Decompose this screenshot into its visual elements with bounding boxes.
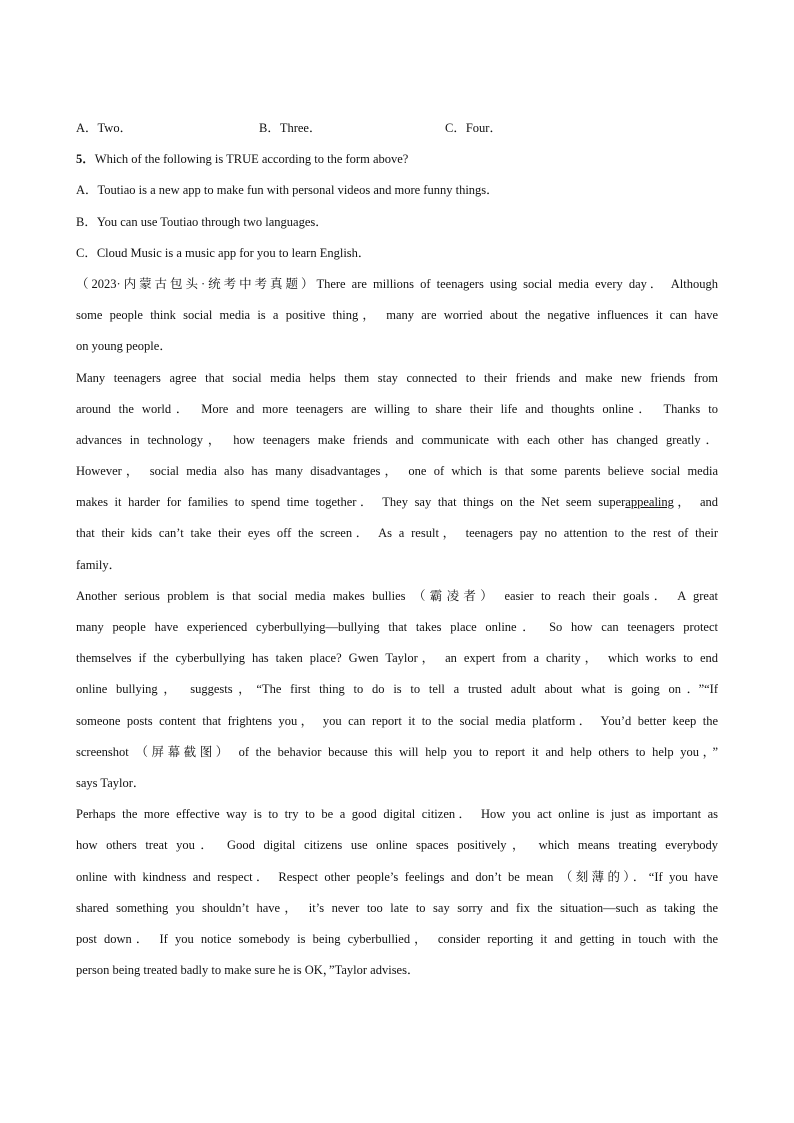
passage-text: makes it harder for families to spend time together． They say that things on the Net seem super	[76, 495, 626, 510]
passage-line: Many teenagers agree that social media helps them stay connected to their friends and make new friends from	[76, 370, 718, 385]
passage-line	[76, 487, 718, 518]
passage-line: some people think social media is a positive thing， many are worried about the negative influences it can have	[76, 308, 718, 323]
passage-line: online with kindness and respect． Respect other people’s feelings and don’t be mean （刻薄的）．“If you have	[76, 869, 718, 884]
passage-line: person being treated badly to make sure he is OK，”Taylor advises．	[76, 963, 420, 978]
document-page	[76, 113, 718, 986]
passage-line: online bullying， suggests，“The first thing to do is to tell a trusted adult about what is going on．”“If	[76, 682, 718, 697]
passage-line	[76, 269, 718, 300]
passage-line: screenshot （屏幕截图） of the behavior because this will help you to report it and help others to help you，”	[76, 744, 718, 759]
underlined-word: appealing	[625, 495, 674, 510]
passage-line: on young people．	[76, 339, 172, 354]
option-b[interactable]: B．Three．	[259, 121, 322, 135]
passage-text: and	[699, 495, 718, 510]
passage-line: around the world． More and more teenagers are willing to share their life and thoughts online． Thanks to	[76, 401, 718, 416]
question-text: Which of the following is TRUE according to the form above?	[94, 152, 409, 167]
passage-line: advances in technology， how teenagers make friends and communicate with each other has changed greatly．	[76, 432, 718, 447]
passage-line: that their kids can’t take their eyes off the screen． As a result， teenagers pay no attention to the rest of their	[76, 526, 718, 541]
question5-option-c[interactable]: C．Cloud Music is a music app for you to learn English．	[76, 245, 371, 260]
passage-line: someone posts content that frightens you， you can report it to the social media platform． You’d better keep the	[76, 713, 718, 728]
option-a[interactable]: A．Two．	[76, 121, 133, 135]
passage-line: Another serious problem is that social media makes bullies （霸凌者） easier to reach their goals． A great	[76, 588, 718, 603]
passage-line: many people have experienced cyberbullying—bullying that takes place online． So how can teenagers protect	[76, 620, 718, 634]
passage-text: There are millions of teenagers using social media every day． Although	[316, 276, 718, 291]
question5-option-a[interactable]: A．Toutiao is a new app to make fun with personal videos and more funny things．	[76, 183, 499, 198]
passage-source: （2023·内蒙古包头·统考中考真题）	[76, 276, 317, 291]
question5-option-b[interactable]: B．You can use Toutiao through two languages．	[76, 214, 328, 229]
question-number: 5．	[76, 152, 95, 167]
passage-line: post down． If you notice somebody is being cyberbullied， consider reporting it and getting in touch with the	[76, 931, 718, 946]
question4-options	[76, 113, 718, 144]
passage-line: shared something you shouldn’t have， it’s never too late to say sorry and fix the situation—such as taking the	[76, 900, 718, 915]
passage-line: how others treat you． Good digital citizens use online spaces positively， which means treating everybody	[76, 838, 718, 853]
passage-line: However， social media also has many disadvantages， one of which is that some parents believe social media	[76, 464, 718, 479]
passage-text: ，	[673, 495, 694, 510]
passage-line: family．	[76, 557, 122, 572]
option-c[interactable]: C．Four．	[445, 121, 502, 135]
question5-stem	[76, 144, 718, 175]
passage-line: themselves if the cyberbullying has taken place? Gwen Taylor， an expert from a charity， which works to end	[76, 651, 718, 666]
passage-line: says Taylor．	[76, 775, 146, 790]
passage-line: Perhaps the more effective way is to try to be a good digital citizen． How you act online is just as important as	[76, 807, 718, 822]
